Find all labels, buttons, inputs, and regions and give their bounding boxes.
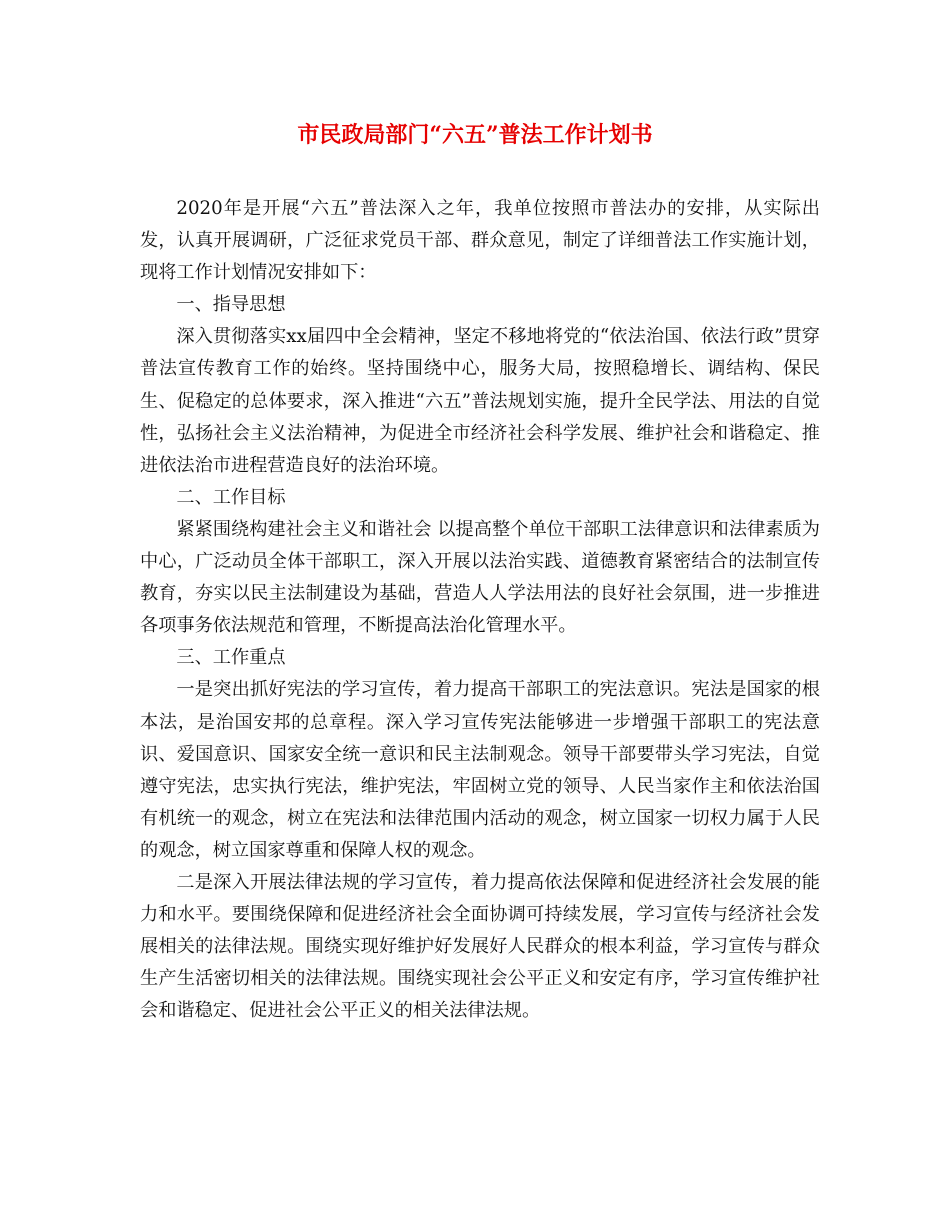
document-title: 市民政局部门“六五”普法工作计划书 <box>297 122 653 148</box>
section-heading-work-focus: 三、工作重点 <box>176 647 286 669</box>
section-heading-work-goals: 二、工作目标 <box>176 486 286 508</box>
work-focus-paragraph-laws: 二是深入开展法律法规的学习宣传，着力提高依法保障和促进经济社会发展的能力和水平。要围绕保障和促进经济社会全面协调可持续发展，学习宣传与经济社会发展相关的法律法规。围绕实现好维护好发展好人民群众的根本利益，学习宣传与群众生产生活密切相关的法律法规。围绕实现社会公平正义和安定有序，学习宣传维护社会和谐稳定、促进社会公平正义的相关法律法规。 <box>140 871 820 1022</box>
section-heading-guiding-ideology: 一、指导思想 <box>176 294 286 316</box>
intro-paragraph: 2020年是开展“六五”普法深入之年，我单位按照市普法办的安排，从实际出发，认真开展调研，广泛征求党员干部、群众意见，制定了详细普法工作实施计划，现将工作计划情况安排如下： <box>140 198 820 284</box>
guiding-ideology-paragraph: 深入贯彻落实xx届四中全会精神，坚定不移地将党的“依法治国、依法行政”贯穿普法宣传教育工作的始终。坚持围绕中心，服务大局，按照稳增长、调结构、保民生、促稳定的总体要求，深入推进“六五”普法规划实施，提升全民学法、用法的自觉性，弘扬社会主义法治精神，为促进全市经济社会科学发展、维护社会和谐稳定、推进依法治市进程营造良好的法治环境。 <box>140 326 820 476</box>
work-focus-paragraph-constitution: 一是突出抓好宪法的学习宣传，着力提高干部职工的宪法意识。宪法是国家的根本法，是治国安邦的总章程。深入学习宣传宪法能够进一步增强干部职工的宪法意识、爱国意识、国家安全统一意识和民主法制观念。领导干部要带头学习宪法，自觉遵守宪法，忠实执行宪法，维护宪法，牢固树立党的领导、人民当家作主和依法治国有机统一的观念，树立在宪法和法律范围内活动的观念，树立国家一切权力属于人民的观念，树立国家尊重和保障人权的观念。 <box>140 679 820 861</box>
document-body <box>140 193 820 1027</box>
work-goals-paragraph: 紧紧围绕构建社会主义和谐社会 以提高整个单位干部职工法律意识和法律素质为中心，广泛动员全体干部职工，深入开展以法治实践、道德教育紧密结合的法制宣传教育，夯实以民主法制建设为基础，营造人人学法用法的良好社会氛围，进一步推进各项事务依法规范和管理，不断提高法治化管理水平。 <box>140 518 820 637</box>
